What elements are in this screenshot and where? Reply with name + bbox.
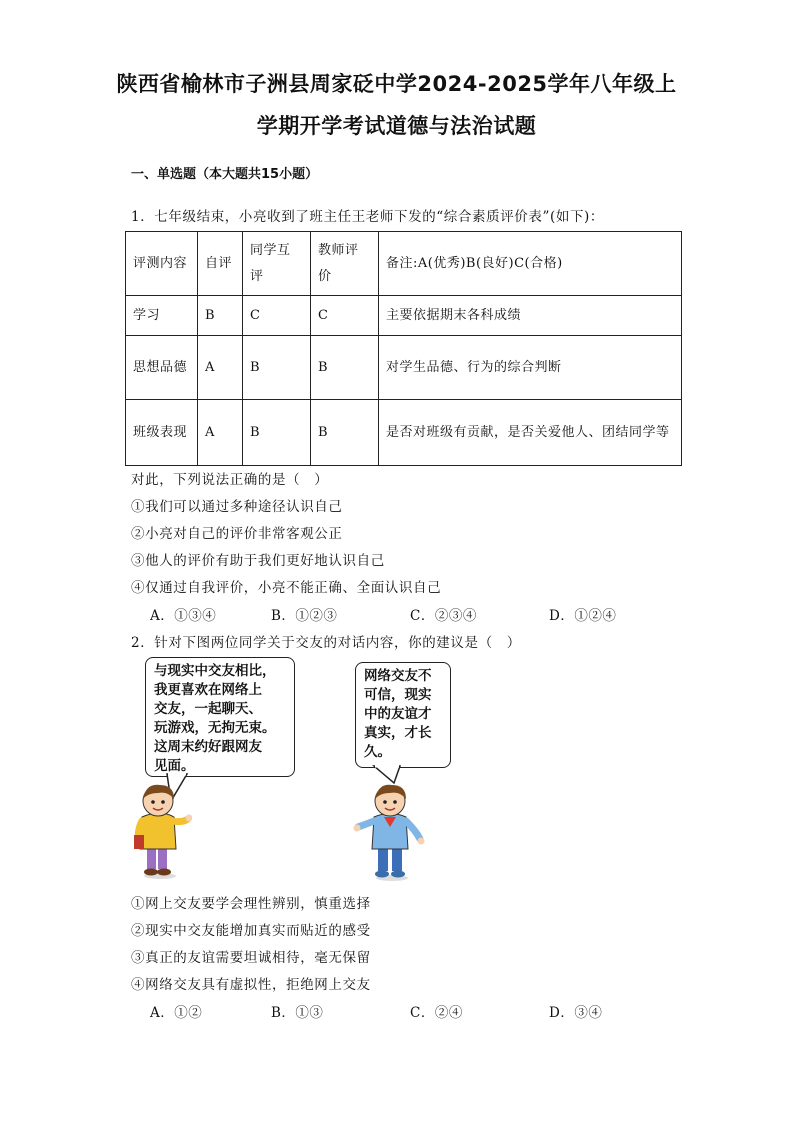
- page-title-line2: 学期开学考试道德与法治试题: [256, 114, 537, 138]
- statement-item: ③他人的评价有助于我们更好地认识自己: [131, 553, 385, 569]
- bubble-text-line: 真实，才长: [364, 725, 432, 741]
- statement-item: ③真正的友谊需要坦诚相待，毫无保留: [131, 950, 371, 966]
- table-cell: C: [311, 296, 379, 336]
- table-row: [126, 296, 682, 336]
- answer-option-b[interactable]: B．①③: [271, 1005, 324, 1021]
- table-row: [126, 336, 682, 400]
- answer-option-b[interactable]: B．①②③: [271, 608, 338, 624]
- table-cell: 对学生品德、行为的综合判断: [379, 336, 682, 400]
- statement-item: ④仅通过自我评价，小亮不能正确、全面认识自己: [131, 580, 442, 596]
- statement-item: ②小亮对自己的评价非常客观公正: [131, 526, 343, 542]
- table-header-cell: 教师评价: [311, 232, 379, 296]
- bubble-text-line: 玩游戏，无拘无束。: [154, 720, 276, 736]
- table-cell: C: [243, 296, 311, 336]
- question-1-prompt: 对此，下列说法正确的是（ ）: [131, 472, 329, 488]
- question-1-stem: 1．七年级结束，小亮收到了班主任王老师下发的“综合素质评价表”(如下)：: [131, 209, 605, 225]
- bubble-text-line: 网络交友不: [364, 668, 432, 684]
- bubble-text-line: 交友，一起聊天、: [154, 701, 262, 717]
- bubble-text-line: 中的友谊才: [364, 706, 432, 722]
- section-heading: 一、单选题（本大题共15小题）: [131, 167, 319, 182]
- question-2-stem: 2．针对下图两位同学关于交友的对话内容，你的建议是（ ）: [131, 635, 521, 651]
- statement-item: ①网上交友要学会理性辨别，慎重选择: [131, 896, 371, 912]
- table-cell: B: [243, 400, 311, 466]
- table-cell: A: [198, 400, 243, 466]
- speech-bubble-left: [145, 657, 295, 777]
- table-header-cell: 备注:A(优秀)B(良好)C(合格): [379, 232, 682, 296]
- bubble-text-line: 可信，现实: [364, 687, 432, 703]
- page-title-line1: 陕西省榆林市子洲县周家砭中学2024-2025学年八年级上: [116, 72, 677, 96]
- table-cell: 是否对班级有贡献，是否关爱他人、团结同学等: [379, 400, 682, 466]
- statement-item: ②现实中交友能增加真实而贴近的感受: [131, 923, 371, 939]
- boy-right-illustration: [352, 783, 427, 881]
- answer-option-d[interactable]: D．③④: [549, 1005, 603, 1021]
- table-row: [126, 400, 682, 466]
- bubble-text-line: 这周末约好跟网友: [154, 739, 262, 755]
- statement-item: ①我们可以通过多种途径认识自己: [131, 499, 343, 515]
- bubble-text-line: 与现实中交友相比，: [154, 663, 276, 679]
- speech-bubble-right: [355, 662, 451, 768]
- answer-option-c[interactable]: C．②④: [410, 1005, 463, 1021]
- table-cell: 主要依据期末各科成绩: [379, 296, 682, 336]
- boy-left-illustration: [132, 783, 192, 879]
- table-header-cell: 评测内容: [126, 232, 198, 296]
- table-header-cell: 同学互评: [243, 232, 311, 296]
- table-header-row: [126, 232, 682, 296]
- evaluation-table: [125, 231, 682, 466]
- bubble-text-line: 见面。: [154, 758, 195, 774]
- table-cell: B: [243, 336, 311, 400]
- table-cell: 学习: [126, 296, 198, 336]
- answer-option-d[interactable]: D．①②④: [549, 608, 617, 624]
- table-cell: B: [311, 336, 379, 400]
- table-header-cell: 自评: [198, 232, 243, 296]
- bubble-text-line: 久。: [364, 744, 391, 760]
- table-cell: B: [198, 296, 243, 336]
- answer-option-a[interactable]: A．①③④: [150, 608, 217, 624]
- table-cell: B: [311, 400, 379, 466]
- bubble-text-line: 我更喜欢在网络上: [154, 682, 262, 698]
- answer-option-c[interactable]: C．②③④: [410, 608, 477, 624]
- table-cell: 思想品德: [126, 336, 198, 400]
- statement-item: ④网络交友具有虚拟性，拒绝网上交友: [131, 977, 371, 993]
- table-cell: 班级表现: [126, 400, 198, 466]
- table-cell: A: [198, 336, 243, 400]
- answer-option-a[interactable]: A．①②: [150, 1005, 203, 1021]
